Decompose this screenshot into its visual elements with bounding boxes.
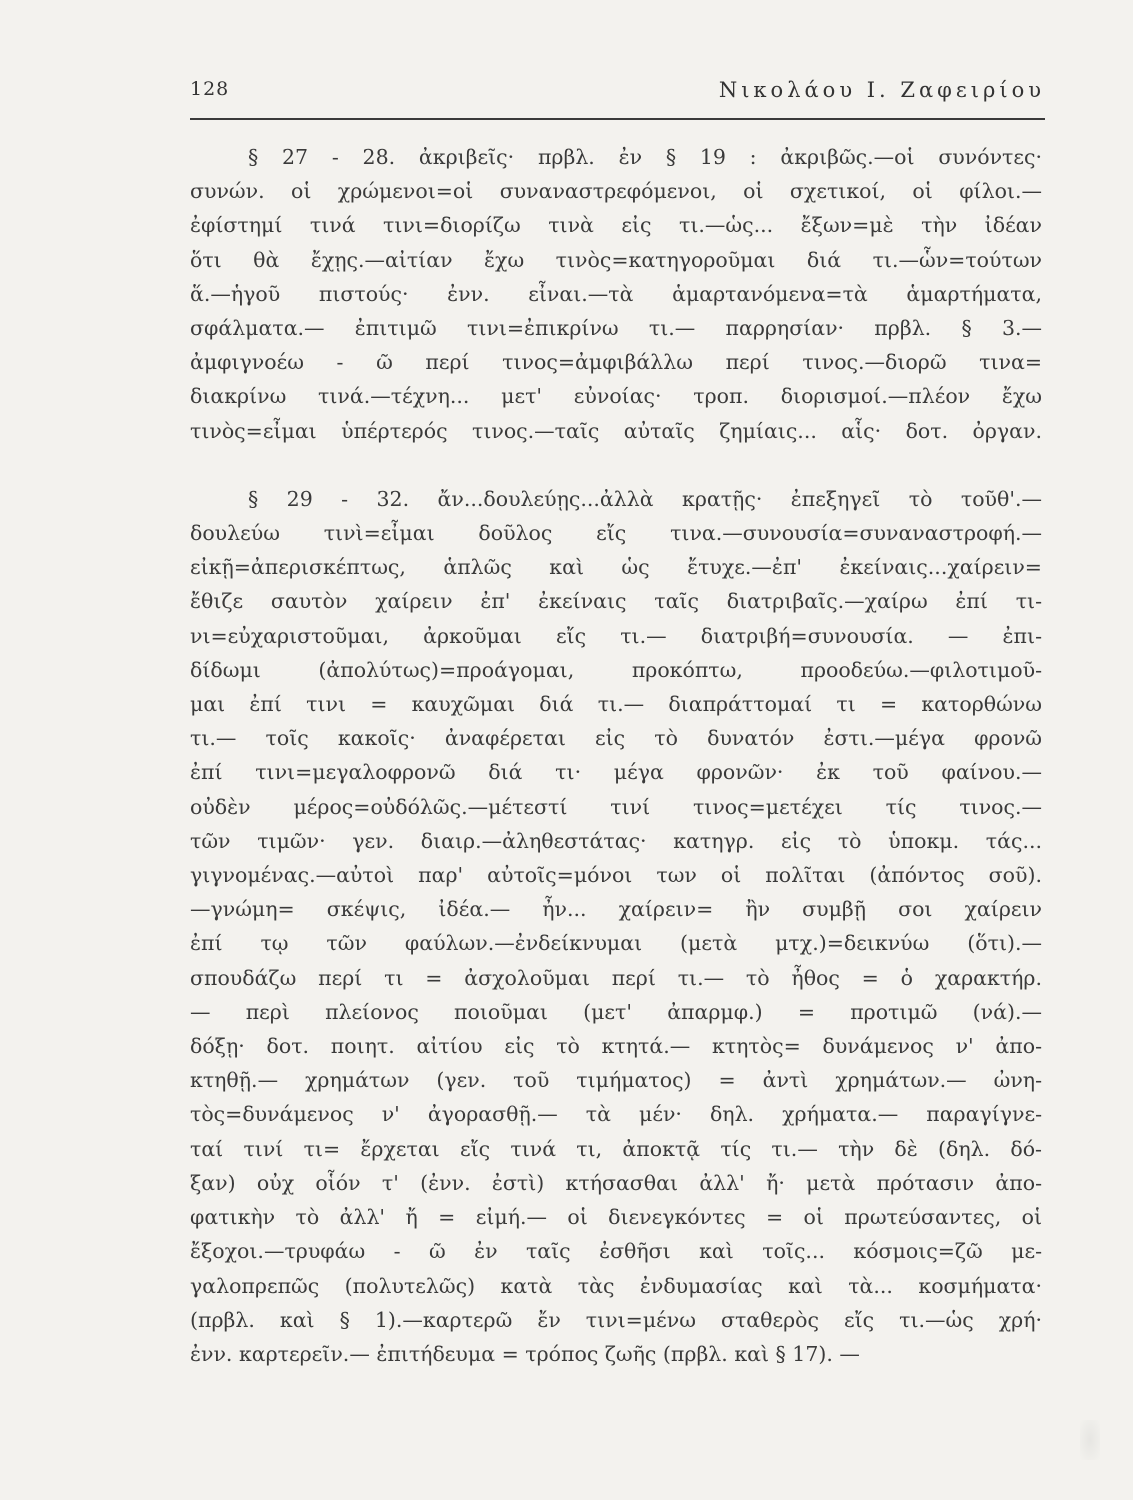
text-line: γαλοπρεπῶς (πολυτελῶς) κατὰ τὰς ἐνδυμασίας καὶ τὰ... κοσμήματα· xyxy=(190,1273,1042,1298)
running-head: Νικολάου Ι. Ζαφειρίου xyxy=(718,78,1045,102)
paper-blemish xyxy=(1080,1420,1100,1460)
page-header xyxy=(190,78,1045,114)
paragraph-27-28 xyxy=(190,140,1042,448)
text-line: § 27 - 28. ἀκριβεῖς· πρβλ. ἐν § 19 : ἀκριβῶς.—οἱ συνόντες· xyxy=(248,145,1042,169)
text-line: διακρίνω τινά.—τέχνη... μετ' εὐνοίας· τροπ. διορισμοί.—πλέον ἔχω xyxy=(190,384,1042,409)
text-line: γιγνομένας.—αὐτοὶ παρ' αὐτοῖς=μόνοι των οἱ πολῖται (ἀπόντος σοῦ). xyxy=(190,863,1042,888)
text-line: νι=εὐχαριστοῦμαι, ἀρκοῦμαι εἴς τι.— διατριβή=συνουσία. — ἐπι- xyxy=(190,623,1042,648)
page-number: 128 xyxy=(190,78,230,100)
text-line: σπουδάζω περί τι = ἀσχολοῦμαι περί τι.— τὸ ἦθος = ὁ χαρακτήρ. xyxy=(190,965,1042,990)
text-line: δουλεύω τινὶ=εἶμαι δοῦλος εἴς τινα.—συνουσία=συναναστροφή.— xyxy=(190,521,1042,546)
commentary-body xyxy=(190,140,1042,1371)
text-line: ὅτι θὰ ἔχῃς.—αἰτίαν ἔχω τινὸς=κατηγοροῦμαι διά τι.—ὧν=τούτων xyxy=(190,247,1042,272)
text-line: τῶν τιμῶν· γεν. διαιρ.—ἀληθεστάτας· κατηγρ. εἰς τὸ ὑποκμ. τάς... xyxy=(190,828,1042,853)
text-line: εἰκῇ=ἀπερισκέπτως, ἁπλῶς καὶ ὡς ἔτυχε.—ἐπ' ἐκείναις...χαίρειν= xyxy=(190,555,1042,580)
text-line: τι.— τοῖς κακοῖς· ἀναφέρεται εἰς τὸ δυνατόν ἐστι.—μέγα φρονῶ xyxy=(190,726,1042,751)
text-line: τὸς=δυνάμενος ν' ἀγορασθῇ.— τὰ μέν· δηλ. χρήματα.— παραγίγνε- xyxy=(190,1102,1042,1127)
text-line: —γνώμη= σκέψις, ἰδέα.— ἦν... χαίρειν= ἢν συμβῇ σοι χαίρειν xyxy=(190,897,1042,922)
text-line: ἐφίστημί τινά τινι=διορίζω τινὰ εἰς τι.—ὡς... ἔξων=μὲ τὴν ἰδέαν xyxy=(190,213,1042,238)
text-line: — περὶ πλείονος ποιοῦμαι (μετ' ἀπαρμφ.) = προτιμῶ (νά).— xyxy=(190,999,1042,1024)
text-line: συνών. οἱ χρώμενοι=οἱ συναναστρεφόμενοι, οἱ σχετικοί, οἱ φίλοι.— xyxy=(190,179,1042,204)
text-line: φατικὴν τὸ ἀλλ' ἤ = εἰμή.— οἱ διενεγκόντες = οἱ πρωτεύσαντες, οἱ xyxy=(190,1205,1042,1230)
text-line: (πρβλ. καὶ § 1).—καρτερῶ ἔν τινι=μένω σταθερὸς εἴς τι.—ὡς χρή· xyxy=(190,1307,1042,1332)
text-line: ἐπί τινι=μεγαλοφρονῶ διά τι· μέγα φρονῶν· ἐκ τοῦ φαίνου.— xyxy=(190,760,1042,785)
text-line: ἅ.—ἡγοῦ πιστούς· ἐνν. εἶναι.—τὰ ἁμαρτανόμενα=τὰ ἁμαρτήματα, xyxy=(190,281,1042,306)
text-line: οὐδὲν μέρος=οὐδόλῶς.—μέτεστί τινί τινος=μετέχει τίς τινος.— xyxy=(190,794,1042,819)
text-line: ταί τινί τι= ἔρχεται εἴς τινά τι, ἀποκτᾷ τίς τι.— τὴν δὲ (δηλ. δό- xyxy=(190,1136,1042,1161)
text-line: § 29 - 32. ἄν...δουλεύῃς...ἀλλὰ κρατῇς· ἐπεξηγεῖ τὸ τοῦθ'.— xyxy=(248,486,1042,511)
text-line: τινὸς=εἶμαι ὑπέρτερός τινος.—ταῖς αὐταῖς ζημίαις... αἷς· δοτ. ὀργαν. xyxy=(190,418,1042,443)
text-line: ἔθιζε σαυτὸν χαίρειν ἐπ' ἐκείναις ταῖς διατριβαῖς.—χαίρω ἐπί τι- xyxy=(190,589,1042,614)
text-line: ἐπί τῳ τῶν φαύλων.—ἐνδείκνυμαι (μετὰ μτχ.)=δεικνύω (ὅτι).— xyxy=(190,931,1042,956)
text-line: ἐνν. καρτερεῖν.— ἐπιτήδευμα = τρόπος ζωῆς (πρβλ. καὶ § 17). — xyxy=(190,1341,860,1366)
text-line: σφάλματα.— ἐπιτιμῶ τινι=ἐπικρίνω τι.— παρρησίαν· πρβλ. § 3.— xyxy=(190,316,1042,341)
text-line: κτηθῇ.— χρημάτων (γεν. τοῦ τιμήματος) = ἀντὶ χρημάτων.— ὠνη- xyxy=(190,1068,1042,1093)
text-line: μαι ἐπί τινι = καυχῶμαι διά τι.— διαπράττομαί τι = κατορθώνω xyxy=(190,692,1042,717)
text-line: δόξῃ· δοτ. ποιητ. αἰτίου εἰς τὸ κτητά.— κτητὸς= δυνάμενος ν' ἀπο- xyxy=(190,1034,1042,1059)
paragraph-29-32 xyxy=(190,482,1042,1371)
text-line: ξαν) οὐχ οἷόν τ' (ἐνν. ἐστὶ) κτήσασθαι ἀλλ' ἤ· μετὰ πρότασιν ἀπο- xyxy=(190,1170,1042,1195)
text-line: δίδωμι (ἀπολύτως)=προάγομαι, προκόπτω, προοδεύω.—φιλοτιμοῦ- xyxy=(190,657,1042,682)
header-rule xyxy=(190,118,1045,120)
text-line: ἔξοχοι.—τρυφάω - ῶ ἐν ταῖς ἐσθῆσι καὶ τοῖς... κόσμοις=ζῶ με- xyxy=(190,1239,1042,1264)
text-line: ἀμφιγνοέω - ῶ περί τινος=ἀμφιβάλλω περί τινος.—διορῶ τινα= xyxy=(190,350,1042,375)
